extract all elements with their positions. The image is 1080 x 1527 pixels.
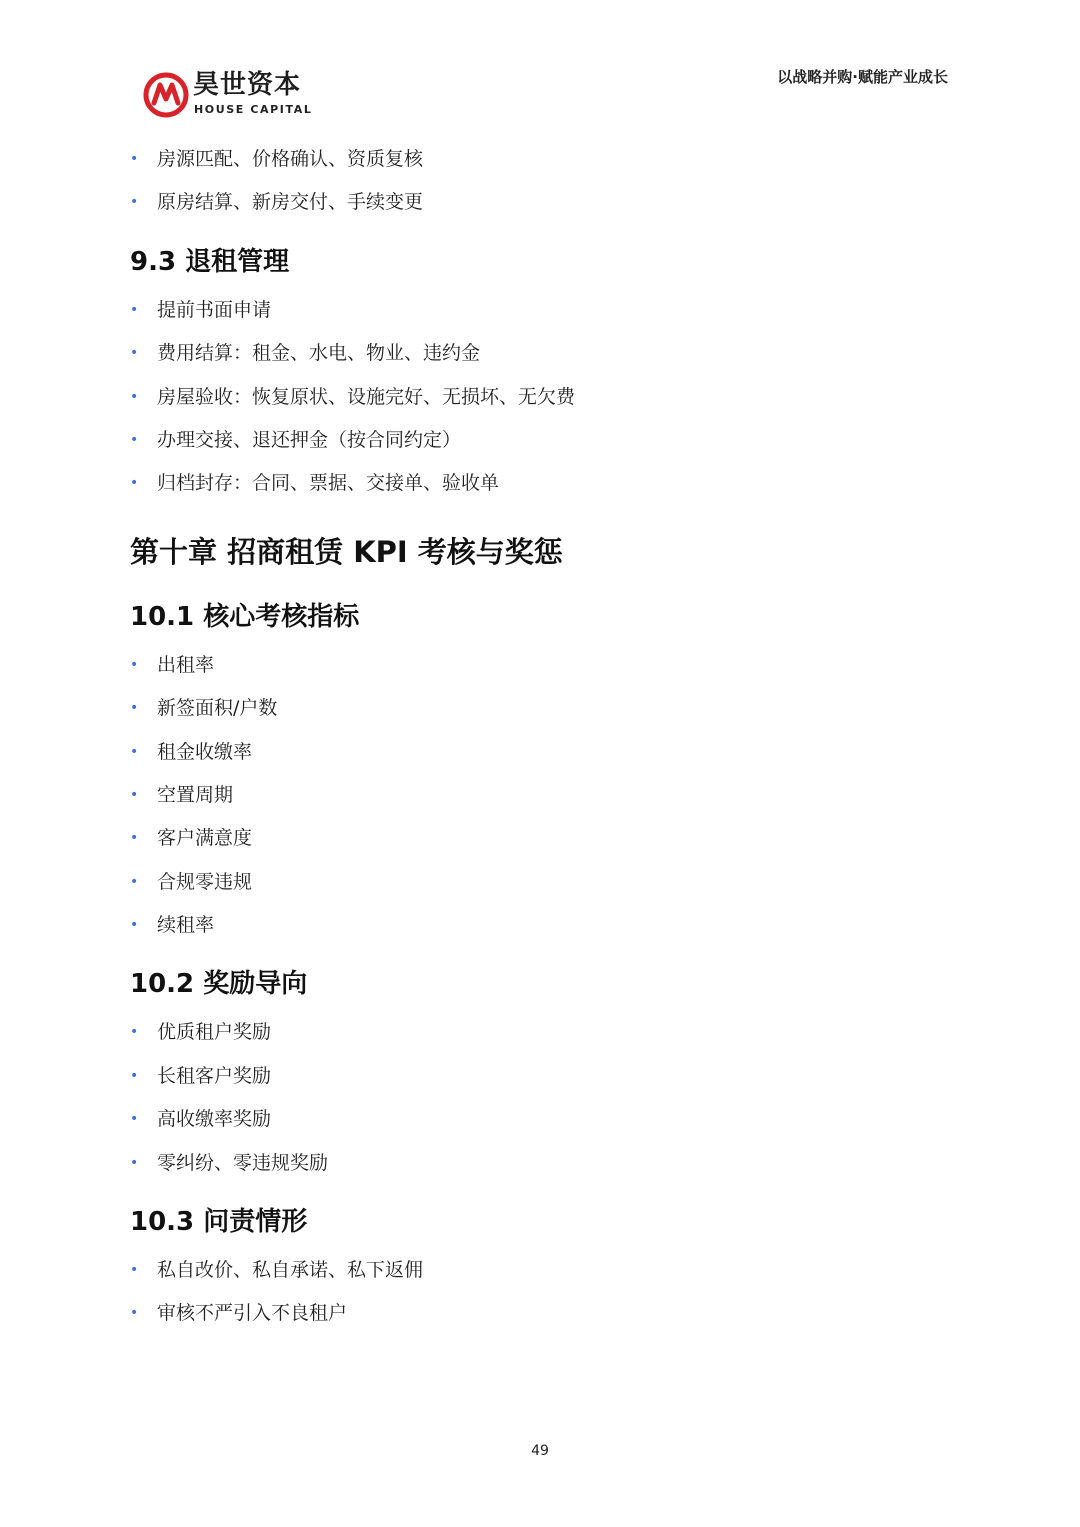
bullet-dot-icon: • <box>130 743 139 760</box>
bullet-dot-icon: • <box>130 431 139 448</box>
bullet-dot-icon: • <box>130 1262 139 1279</box>
bullet-dot-icon: • <box>130 151 139 167</box>
bullet-dot-icon: • <box>130 1067 139 1084</box>
bullet-dot-icon: • <box>130 917 139 934</box>
list-item: • 空置周期 <box>130 774 960 817</box>
list-item: • 合规零违规 <box>130 861 960 904</box>
bullet-dot-icon: • <box>130 1305 139 1322</box>
bullet-dot-icon: • <box>130 873 139 890</box>
list-item: • 租金收缴率 <box>130 731 960 774</box>
section-9-3-list <box>130 289 960 506</box>
list-item: • 房屋验收：恢复原状、设施完好、无损坏、无欠费 <box>130 376 960 419</box>
list-item: • 出租率 <box>130 644 960 687</box>
bullet-dot-icon: • <box>130 830 139 847</box>
list-item: • 客户满意度 <box>130 817 960 860</box>
list-item: • 新签面积/户数 <box>130 687 960 730</box>
section-heading-9-3: 9.3 退租管理 <box>130 246 290 277</box>
logo-english-name: HOUSE CAPITAL <box>194 103 313 116</box>
list-item: • 续租率 <box>130 904 960 947</box>
header-slogan: 以战略并购·赋能产业成长 <box>777 68 948 86</box>
list-item: • 私自改价、私自承诺、私下返佣 <box>130 1249 960 1292</box>
bullet-dot-icon: • <box>130 1111 139 1128</box>
list-item: • 费用结算：租金、水电、物业、违约金 <box>130 332 960 375</box>
list-item: • 房源匹配、价格确认、资质复核 <box>130 138 960 181</box>
section-heading-10-2: 10.2 奖励导向 <box>130 969 308 1000</box>
house-capital-logo <box>143 70 323 122</box>
section-10-3-list <box>130 1249 960 1336</box>
list-item: • 零纠纷、零违规奖励 <box>130 1142 960 1185</box>
page-number: 49 <box>531 1443 549 1459</box>
bullet-dot-icon: • <box>130 1024 139 1041</box>
list-item: • 归档封存：合同、票据、交接单、验收单 <box>130 462 960 505</box>
page-header <box>0 0 1080 130</box>
bullet-dot-icon: • <box>130 475 139 492</box>
list-item: • 办理交接、退还押金（按合同约定） <box>130 419 960 462</box>
list-item: • 优质租户奖励 <box>130 1011 960 1054</box>
section-top-list <box>130 138 960 225</box>
bullet-dot-icon: • <box>130 786 139 803</box>
bullet-dot-icon: • <box>130 345 139 362</box>
list-item: • 提前书面申请 <box>130 289 960 332</box>
section-10-1-list <box>130 644 960 948</box>
chapter-heading-10: 第十章 招商租赁 KPI 考核与奖惩 <box>130 534 563 569</box>
section-10-2-list <box>130 1011 960 1185</box>
list-item: • 高收缴率奖励 <box>130 1098 960 1141</box>
bullet-dot-icon: • <box>130 1154 139 1171</box>
bullet-dot-icon: • <box>130 388 139 405</box>
bullet-dot-icon: • <box>130 194 139 211</box>
logo-mark-icon <box>143 72 189 118</box>
bullet-dot-icon: • <box>130 656 139 673</box>
logo-chinese-name: 昊世资本 <box>193 70 302 100</box>
document-body <box>130 138 960 1336</box>
list-item: • 审核不严引入不良租户 <box>130 1292 960 1335</box>
section-heading-10-3: 10.3 问责情形 <box>130 1207 308 1238</box>
bullet-dot-icon: • <box>130 301 139 318</box>
bullet-dot-icon: • <box>130 700 139 717</box>
list-item: • 原房结算、新房交付、手续变更 <box>130 181 960 224</box>
section-heading-10-1: 10.1 核心考核指标 <box>130 601 360 632</box>
list-item: • 长租客户奖励 <box>130 1055 960 1098</box>
